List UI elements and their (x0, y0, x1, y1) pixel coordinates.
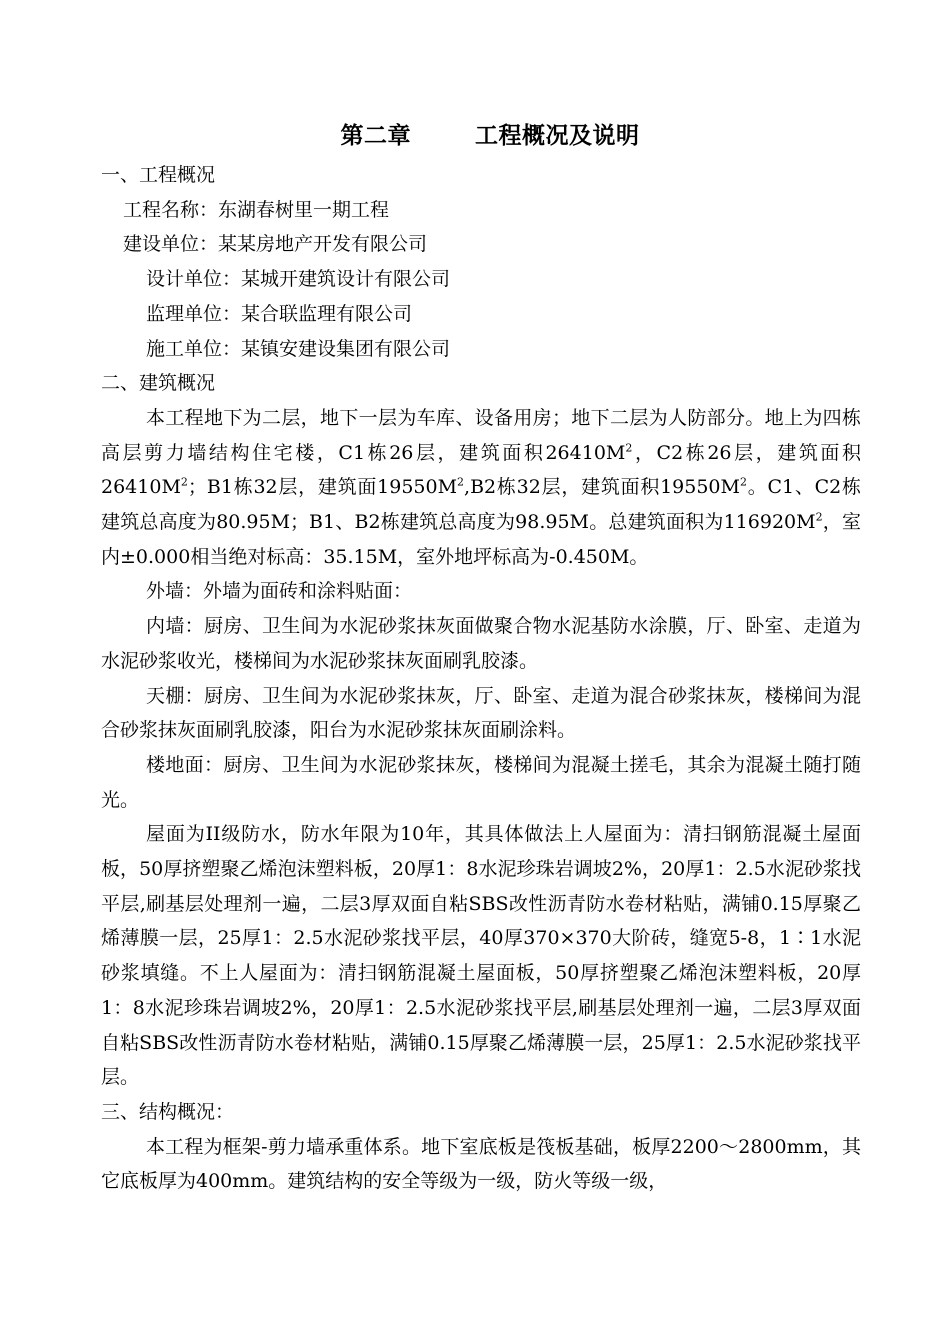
section-heading-architecture: 二、建筑概况 (101, 372, 216, 395)
chapter-name: 工程概况及说明 (475, 122, 640, 149)
paragraph-roof: 屋面为II级防水，防水年限为10年，其具体做法上人屋面为：清扫钢筋混凝土屋面板，50厚挤塑聚乙烯泡沫塑料板，20厚1：8水泥珍珠岩调坡2%，20厚1：2.5水泥砂浆找平层,刷基层处理剂一遍，二层3厚双面自粘SBS改性沥青防水卷材粘贴，满铺0.15厚聚乙烯薄膜一层，25厚1：2.5水泥砂浆找平层，40厚370×370大阶砖，缝宽5-8，1∶1水泥砂浆填缝。不上人屋面为：清扫钢筋混凝土屋面板，50厚挤塑聚乙烯泡沫塑料板，20厚1：8水泥珍珠岩调坡2%，20厚1：2.5水泥砂浆找平层,刷基层处理剂一遍，二层3厚双面自粘SBS改性沥青防水卷材粘贴，满铺0.15厚聚乙烯薄膜一层，25厚1：2.5水泥砂浆找平层。 (101, 823, 861, 1089)
document-page (101, 118, 861, 1199)
construction-unit: 施工单位：某镇安建设集团有限公司 (146, 337, 451, 360)
chapter-title (101, 118, 861, 154)
supervision-unit: 监理单位：某合联监理有限公司 (146, 302, 413, 325)
section-heading-project-overview: 一、工程概况 (101, 164, 216, 186)
paragraph-building-summary: 本工程地下为二层，地下一层为车库、设备用房；地下二层为人防部分。地上为四栋高层剪力墙结构住宅楼，C1栋26层，建筑面积$26410M^2$，C2栋26层，建筑面积$26410M^2$；B1栋32层，建筑面$19550M^2,B2$栋32层，建筑面积$19550M^2$。C1、C2栋建筑总高度为80.95M；B1、B2栋建筑总高度为98.95M。总建筑面积为$116920M^2$，室内±0.000相当绝对标高：35.15M，室外地坪标高为-0.450M。 (101, 406, 861, 568)
project-name: 工程名称：东湖春树里一期工程 (123, 198, 390, 221)
paragraph-interior-wall: 内墙：厨房、卫生间为水泥砂浆抹灰面做聚合物水泥基防水涂膜，厅、卧室、走道为水泥砂浆收光，楼梯间为水泥砂浆抹灰面刷乳胶漆。 (101, 615, 861, 672)
client-unit: 建设单位：某某房地产开发有限公司 (123, 233, 428, 256)
paragraph-floor: 楼地面：厨房、卫生间为水泥砂浆抹灰，楼梯间为混凝土搓毛，其余为混凝土随打随光。 (101, 753, 861, 811)
chapter-number: 第二章 (340, 122, 411, 149)
paragraph-structure: 本工程为框架-剪力墙承重体系。地下室底板是筏板基础，板厚2200～2800mm，其它底板厚为400mm。建筑结构的安全等级为一级，防火等级一级， (101, 1135, 861, 1193)
paragraph-ceiling: 天棚：厨房、卫生间为水泥砂浆抹灰，厅、卧室、走道为混合砂浆抹灰，楼梯间为混合砂浆抹灰面刷乳胶漆，阳台为水泥砂浆抹灰面刷涂料。 (101, 684, 861, 742)
paragraph-exterior-wall: 外墙：外墙为面砖和涂料贴面： (146, 580, 413, 603)
section-heading-structure: 三、结构概况： (101, 1100, 235, 1123)
design-unit: 设计单位：某城开建筑设计有限公司 (146, 268, 451, 291)
